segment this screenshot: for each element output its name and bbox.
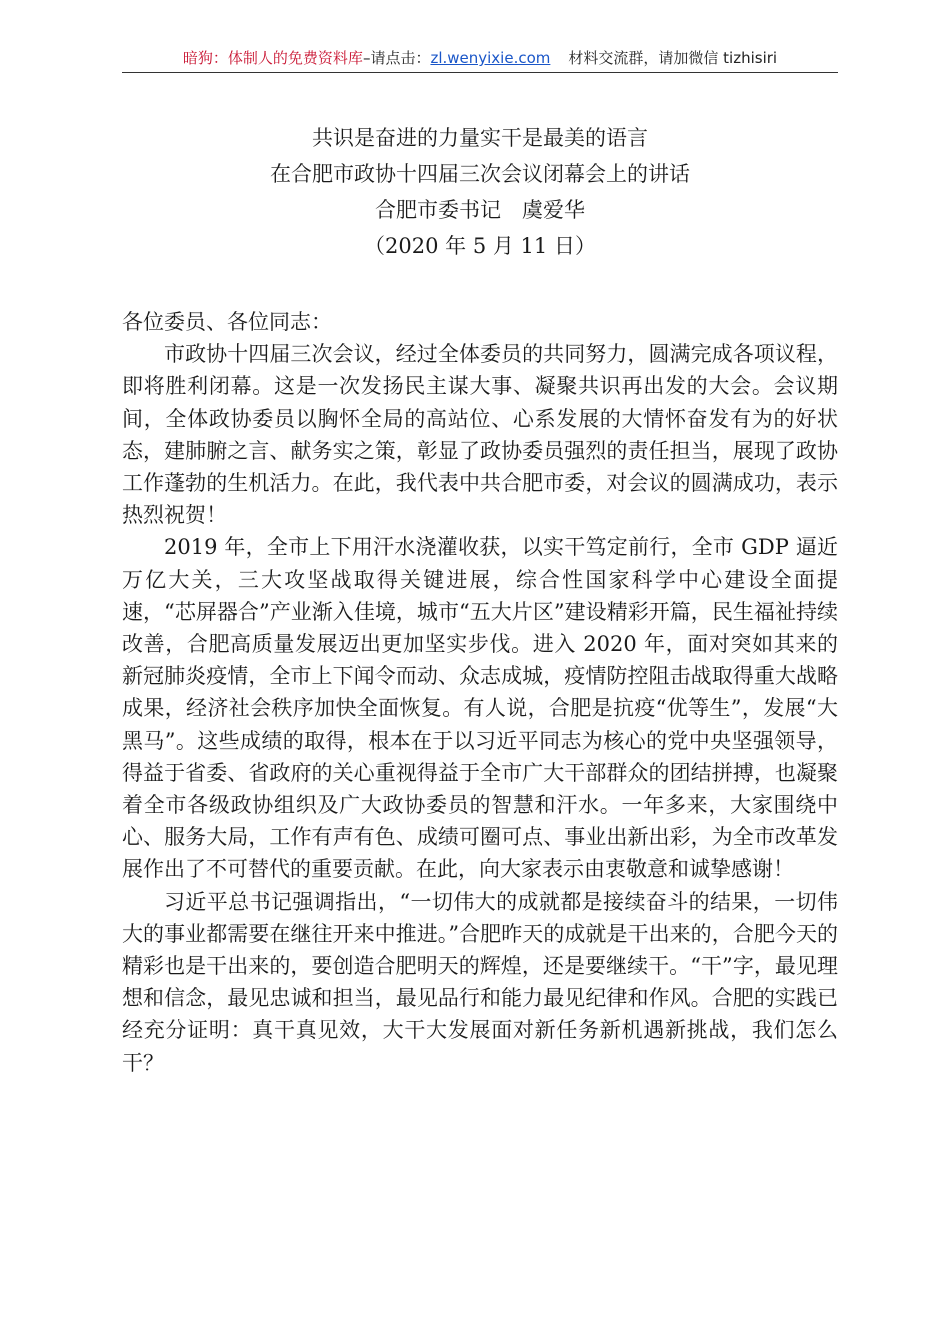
header-divider: [122, 72, 838, 73]
title-block: [122, 120, 838, 264]
document-title: 共识是奋进的力量实干是最美的语言: [312, 126, 648, 150]
salutation: 各位委员、各位同志：: [122, 310, 332, 334]
body-paragraph-1: 市政协十四届三次会议，经过全体委员的共同努力，圆满完成各项议程，即将胜利闭幕。这是一次发扬民主谋大事、凝聚共识再出发的大会。会议期间，全体政协委员以胸怀全局的高站位、心系发展的大情怀奋发有为的好状态，建肺腑之言、献务实之策，彰显了政协委员强烈的责任担当，展现了政协工作蓬勃的生机活力。在此，我代表中共合肥市委，对会议的圆满成功，表示热烈祝贺！: [122, 342, 838, 528]
header-contact: 材料交流群，请加微信 tizhisiri: [568, 49, 778, 67]
document-subtitle: 在合肥市政协十四届三次会议闭幕会上的讲话: [270, 162, 690, 186]
body-paragraph-2: 2019 年，全市上下用汗水浇灌收获，以实干笃定前行，全市 GDP 逼近万亿大关，三大攻坚战取得关键进展，综合性国家科学中心建设全面提速，“芯屏器合”产业渐入佳境，城市“五大片区”建设精彩开篇，民生福祉持续改善，合肥高质量发展迈出更加坚实步伐。进入 2020 年，面对突如其来的新冠肺炎疫情，全市上下闻令而动、众志成城，疫情防控阻击战取得重大战略成果，经济社会秩序加快全面恢复。有人说，合肥是抗疫“优等生”，发展“大黑马”。这些成绩的取得，根本在于以习近平同志为核心的党中央坚强领导，得益于省委、省政府的关心重视得益于全市广大干部群众的团结拼搏，也凝聚着全市各级政协组织及广大政协委员的智慧和汗水。一年多来，大家围绕中心、服务大局，工作有声有色、成绩可圈可点、事业出新出彩，为全市改革发展作出了不可替代的重要贡献。在此，向大家表示由衷敬意和诚挚感谢！: [122, 535, 838, 882]
header-link[interactable]: zl.wenyixie.com: [430, 49, 551, 67]
header-brand: 暗狗：体制人的免费资料库: [182, 49, 363, 67]
body-paragraph-3: 习近平总书记强调指出，“一切伟大的成就都是接续奋斗的结果，一切伟大的事业都需要在继往开来中推进。”合肥昨天的成就是干出来的，合肥今天的精彩也是干出来的，要创造合肥明天的辉煌，还是要继续干。“干”字，最见理想和信念，最见忠诚和担当，最见品行和能力最见纪律和作风。合肥的实践已经充分证明：真干真见效，大干大发展面对新任务新机遇新挑战，我们怎么干？: [122, 889, 838, 1075]
header-prompt: –请点击：: [362, 49, 431, 67]
document-author: 合肥市委书记 虞爱华: [375, 198, 585, 222]
document-date: （2020 年 5 月 11 日）: [364, 234, 596, 258]
document-body: [122, 306, 838, 1079]
page-header: [122, 44, 838, 72]
